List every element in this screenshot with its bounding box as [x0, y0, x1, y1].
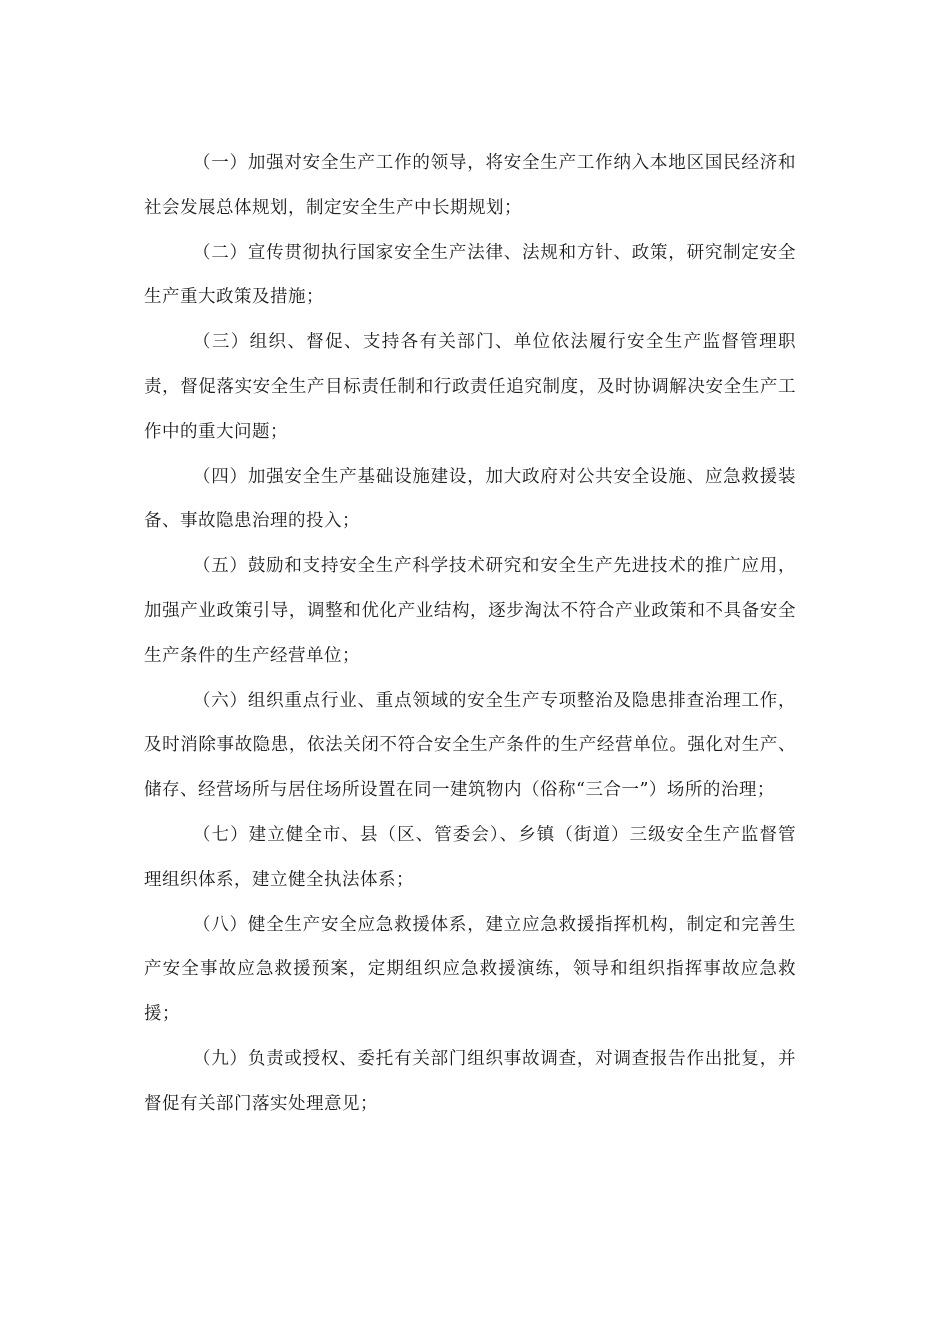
paragraph-item-1: （一）加强对安全生产工作的领导，将安全生产工作纳入本地区国民经济和社会发展总体规划，制定安全生产中长期规划； [144, 153, 796, 218]
paragraph-item-8: （八）健全生产安全应急救援体系，建立应急救援指挥机构，制定和完善生产安全事故应急救援预案，定期组织应急救援演练，领导和组织指挥事故应急救援； [144, 914, 796, 1025]
paragraph-item-6: （六）组织重点行业、重点领域的安全生产专项整治及隐患排查治理工作，及时消除事故隐患，依法关闭不符合安全生产条件的生产经营单位。强化对生产、储存、经营场所与居住场所设置在同一建筑物内（俗称“三合一”）场所的治理； [144, 690, 796, 801]
document-body [144, 141, 796, 1127]
paragraph-item-4: （四）加强安全生产基础设施建设，加大政府对公共安全设施、应急救援装备、事故隐患治理的投入； [144, 466, 796, 532]
paragraph-item-7: （七）建立健全市、县（区、管委会）、乡镇（街道）三级安全生产监督管理组织体系，建立健全执法体系； [144, 824, 796, 890]
paragraph-item-9: （九）负责或授权、委托有关部门组织事故调查，对调查报告作出批复，并督促有关部门落实处理意见； [144, 1048, 796, 1114]
paragraph-item-3: （三）组织、督促、支持各有关部门、单位依法履行安全生产监督管理职责，督促落实安全生产目标责任制和行政责任追究制度，及时协调解决安全生产工作中的重大问题； [144, 332, 796, 442]
paragraph-item-2: （二）宣传贯彻执行国家安全生产法律、法规和方针、政策，研究制定安全生产重大政策及措施； [144, 242, 796, 308]
paragraph-item-5: （五）鼓励和支持安全生产科学技术研究和安全生产先进技术的推广应用，加强产业政策引导，调整和优化产业结构，逐步淘汰不符合产业政策和不具备安全生产条件的生产经营单位； [144, 556, 796, 666]
